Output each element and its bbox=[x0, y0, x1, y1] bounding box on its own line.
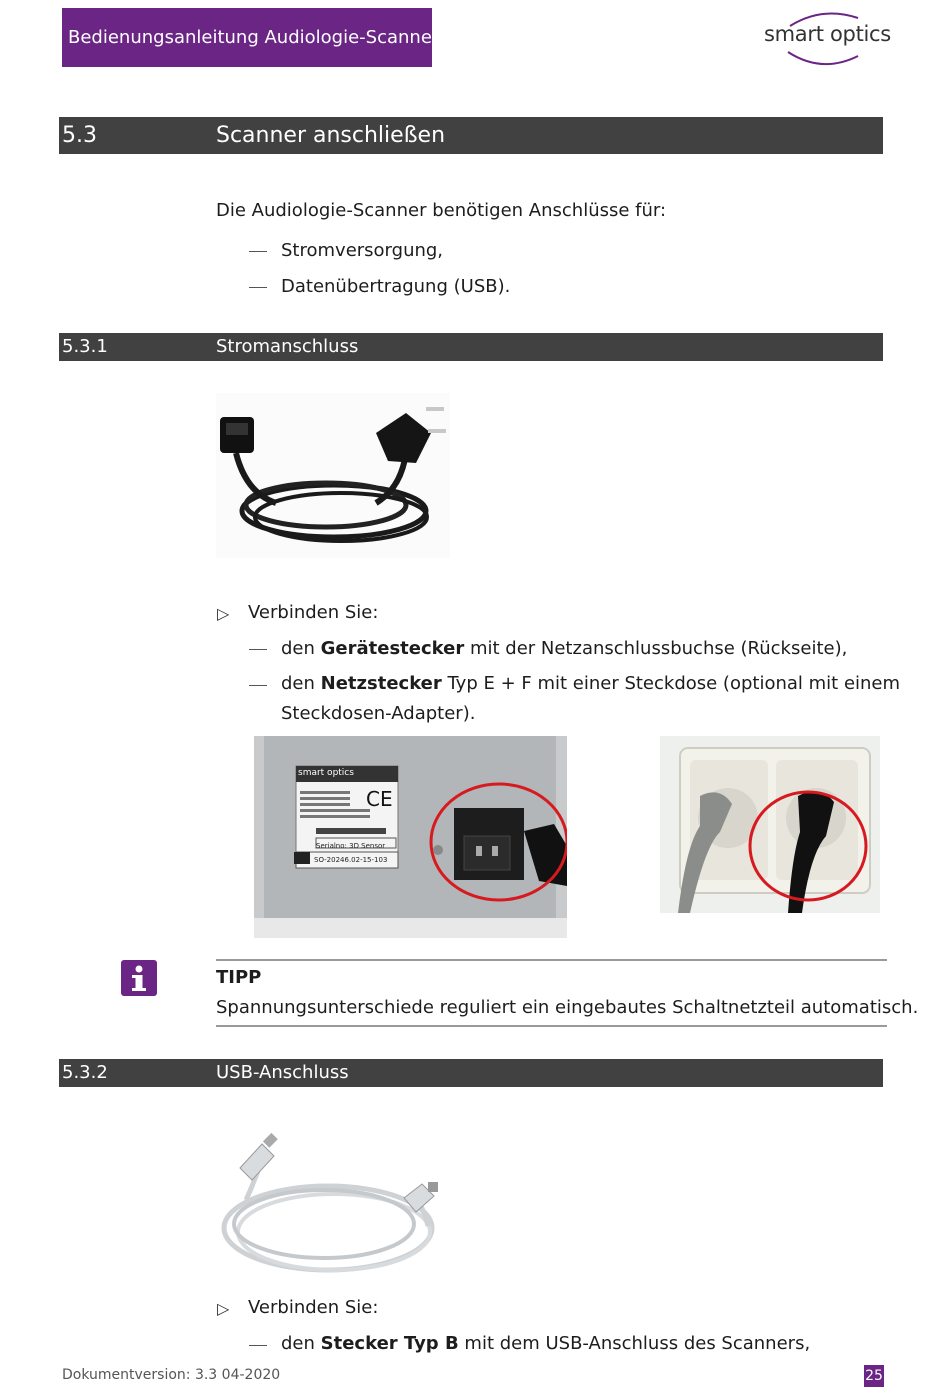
svg-text:CE: CE bbox=[366, 787, 393, 811]
section-heading-5-3-2 bbox=[59, 1059, 883, 1087]
list-item-device-plug: den Gerätestecker mit der Netzanschlussbuchse (Rückseite), bbox=[281, 638, 848, 659]
dash-icon bbox=[249, 649, 267, 650]
section-heading-5-3 bbox=[59, 117, 883, 154]
dash-icon bbox=[249, 685, 267, 686]
triangle-bullet-icon: ▷ bbox=[217, 604, 230, 623]
dash-icon bbox=[249, 1345, 267, 1346]
connect-label: Verbinden Sie: bbox=[248, 1297, 379, 1318]
section-title: USB-Anschluss bbox=[216, 1062, 349, 1083]
header-doc-title: Bedienungsanleitung Audiologie-Scanner bbox=[62, 8, 432, 67]
list-item-mains-plug: den Netzstecker Typ E + F mit einer Steckdose (optional mit einem bbox=[281, 673, 901, 694]
tip-text: Spannungsunterschiede reguliert ein eingebautes Schaltnetzteil automatisch. bbox=[216, 997, 919, 1018]
serial-sticker-line2: SO-20246.02-15-103 bbox=[314, 856, 388, 864]
section-number: 5.3.2 bbox=[62, 1062, 108, 1083]
tip-top-rule bbox=[216, 959, 887, 961]
footer-version: Dokumentversion: 3.3 04-2020 bbox=[62, 1367, 281, 1383]
connect-label: Verbinden Sie: bbox=[248, 602, 379, 623]
section-title: Stromanschluss bbox=[216, 336, 359, 357]
serial-sticker-line1: Serialno: 3D Sensor bbox=[316, 842, 386, 850]
device-back-image bbox=[254, 736, 567, 938]
brand-logo bbox=[760, 8, 891, 68]
list-item: Stromversorgung, bbox=[281, 240, 444, 261]
tip-title: TIPP bbox=[216, 967, 262, 988]
section-number: 5.3.1 bbox=[62, 336, 108, 357]
intro-text: Die Audiologie-Scanner benötigen Anschlüsse für: bbox=[216, 200, 667, 221]
dash-icon bbox=[249, 287, 267, 288]
tip-bottom-rule bbox=[216, 1025, 887, 1027]
section-number: 5.3 bbox=[62, 123, 97, 148]
dash-icon bbox=[249, 251, 267, 252]
info-icon bbox=[121, 960, 157, 996]
list-item-continued: Steckdosen-Adapter). bbox=[281, 703, 476, 724]
wall-socket-image bbox=[660, 736, 880, 913]
power-cable-image bbox=[216, 393, 450, 558]
logo-text: smart optics bbox=[764, 22, 891, 46]
section-title: Scanner anschließen bbox=[216, 123, 446, 148]
list-item-usb-plug: den Stecker Typ B mit dem USB-Anschluss des Scanners, bbox=[281, 1333, 811, 1354]
usb-cable-image bbox=[216, 1128, 450, 1283]
list-item: Datenübertragung (USB). bbox=[281, 276, 511, 297]
device-brand-label: smart optics bbox=[298, 768, 354, 778]
section-heading-5-3-1 bbox=[59, 333, 883, 361]
page-number: 25 bbox=[864, 1365, 884, 1387]
triangle-bullet-icon: ▷ bbox=[217, 1299, 230, 1318]
